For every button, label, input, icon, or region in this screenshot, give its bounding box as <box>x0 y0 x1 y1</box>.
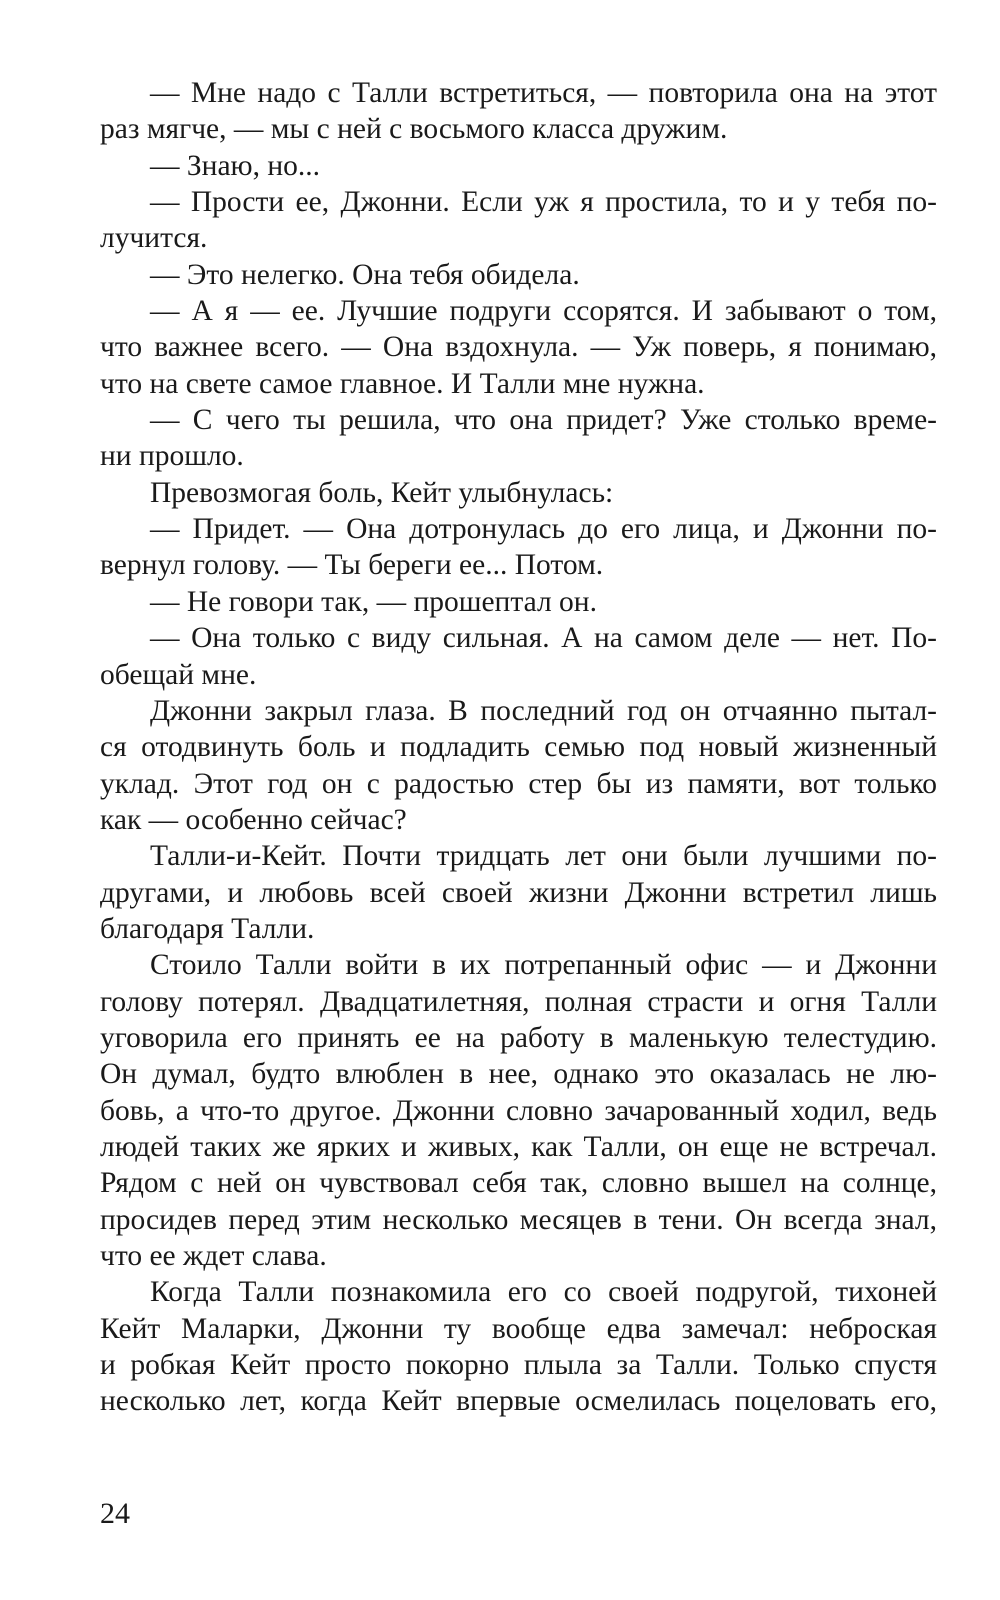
text-line: уклад. Этот год он с радостью стер бы из памяти, вот только <box>100 767 937 800</box>
text-line: другами, и любовь всей своей жизни Джонни встретил лишь <box>100 876 937 909</box>
page-number: 24 <box>100 1497 130 1530</box>
page-body-text <box>100 75 937 1420</box>
text-line: — Знаю, но... <box>150 149 320 182</box>
text-line: — Мне надо с Талли встретиться, — повторила она на этот <box>150 77 937 109</box>
paragraph <box>100 293 937 402</box>
text-line: — А я — ее. Лучшие подруги ссорятся. И забывают о том, <box>150 295 937 328</box>
text-line: — Не говори так, — прошептал он. <box>150 585 597 618</box>
text-line: бовь, а что-то другое. Джонни словно зачарованный ходил, ведь <box>100 1094 937 1127</box>
text-line: Когда Талли познакомила его со своей подругой, тихоней <box>150 1276 937 1309</box>
text-line: и робкая Кейт просто покорно плыла за Талли. Только спустя <box>100 1349 937 1382</box>
paragraph <box>100 75 937 148</box>
paragraph <box>100 1274 937 1419</box>
paragraph <box>100 584 937 620</box>
paragraph <box>100 620 937 693</box>
paragraph <box>100 511 937 584</box>
text-line: что важнее всего. — Она вздохнула. — Уж поверь, я понимаю, <box>100 331 937 364</box>
text-line: что ее ждет слава. <box>100 1240 327 1272</box>
text-line: Кейт Маларки, Джонни ту вообще едва замечал: неброская <box>100 1312 937 1345</box>
text-line: людей таких же ярких и живых, как Талли, он еще не встречал. <box>100 1130 937 1163</box>
text-line: — Прости ее, Джонни. Если уж я простила, то и у тебя по- <box>150 186 937 219</box>
paragraph <box>100 947 937 1274</box>
text-line: голову потерял. Двадцатилетняя, полная страсти и огня Талли <box>100 985 937 1018</box>
text-line: просидев перед этим несколько месяцев в тени. Он всегда знал, <box>100 1203 937 1236</box>
text-line: Стоило Талли войти в их потрепанный офис — и Джонни <box>150 949 937 982</box>
paragraph <box>100 184 937 257</box>
text-line: как — особенно сейчас? <box>100 803 407 836</box>
paragraph <box>100 693 937 838</box>
text-line: Рядом с ней он чувствовал себя так, словно вышел на солнце, <box>100 1167 937 1200</box>
text-line: — Она только с виду сильная. А на самом деле — нет. По- <box>150 622 937 655</box>
text-line: обещай мне. <box>100 658 257 691</box>
paragraph <box>100 475 937 511</box>
text-line: что на свете самое главное. И Талли мне нужна. <box>100 367 705 400</box>
paragraph <box>100 257 937 293</box>
text-line: — С чего ты решила, что она придет? Уже столько време- <box>150 404 937 437</box>
paragraph <box>100 838 937 947</box>
text-line: Талли-и-Кейт. Почти тридцать лет они были лучшими по- <box>150 840 937 873</box>
text-line: уговорила его принять ее на работу в маленькую телестудию. <box>100 1021 937 1054</box>
text-line: — Придет. — Она дотронулась до его лица, и Джонни по- <box>150 513 937 546</box>
text-line: вернул голову. — Ты береги ее... Потом. <box>100 549 604 582</box>
text-line: несколько лет, когда Кейт впервые осмелилась поцеловать его, <box>100 1385 937 1418</box>
paragraph <box>100 148 937 184</box>
text-line: Джонни закрыл глаза. В последний год он отчаянно пытал- <box>150 694 937 727</box>
text-line: ни прошло. <box>100 440 244 473</box>
text-line: Превозмогая боль, Кейт улыбнулась: <box>150 476 614 509</box>
text-line: ся отодвинуть боль и подладить семью под новый жизненный <box>100 731 937 764</box>
text-line: раз мягче, — мы с ней с восьмого класса дружим. <box>100 113 728 146</box>
text-line: благодаря Талли. <box>100 912 315 945</box>
text-line: лучится. <box>100 222 208 255</box>
text-line: Он думал, будто влюблен в нее, однако это оказалась не лю- <box>100 1058 937 1091</box>
paragraph <box>100 402 937 475</box>
text-line: — Это нелегко. Она тебя обидела. <box>150 258 580 291</box>
